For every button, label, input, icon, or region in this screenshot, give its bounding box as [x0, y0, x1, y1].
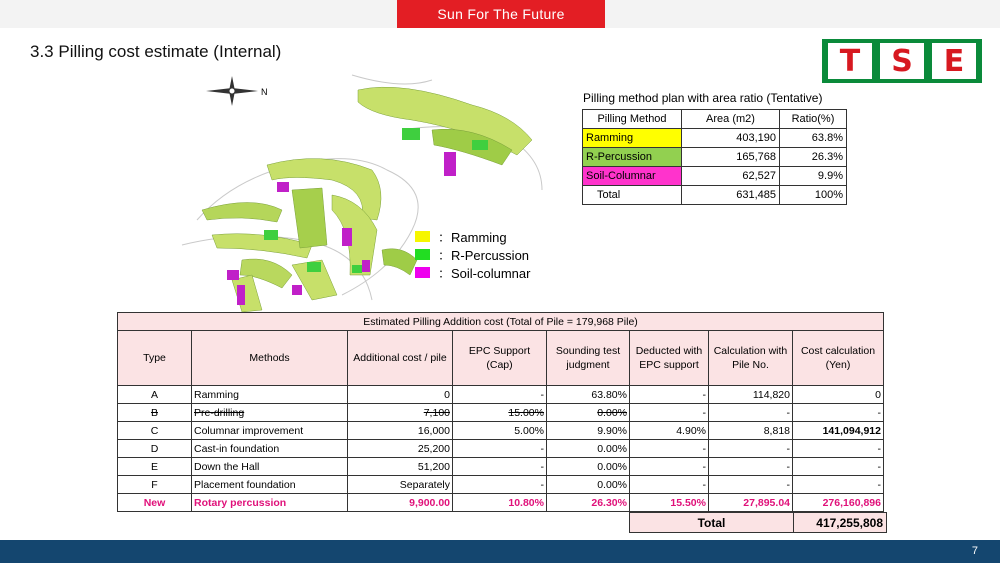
legend-item-ramming [415, 227, 530, 245]
calc-cell: 0 [793, 386, 884, 404]
cost-cell: Separately [348, 476, 453, 494]
plan-total-area: 631,485 [682, 186, 780, 205]
epc-cell: - [453, 458, 547, 476]
plan-area-cell: 62,527 [682, 167, 780, 186]
pileno-cell: - [709, 404, 793, 422]
pileno-cell: 114,820 [709, 386, 793, 404]
cost-row-b [118, 404, 884, 422]
legend-label-r-percussion: ：R-Percussion [438, 247, 530, 263]
legend-label-soil-columnar: ：Soil-columnar [438, 265, 531, 281]
legend-swatch-ramming [415, 231, 430, 242]
cost-row-e [118, 458, 884, 476]
plan-table-header [583, 110, 847, 129]
method-cell: Pre-drilling [192, 404, 348, 422]
plan-area-cell: 165,768 [682, 148, 780, 167]
deducted-cell: - [630, 458, 709, 476]
col-epc-support: EPC Support (Cap) [453, 331, 547, 386]
type-cell: New [118, 494, 192, 512]
plan-method-cell: Ramming [583, 129, 682, 148]
sounding-cell: 0.00% [547, 440, 630, 458]
legend-swatch-soil-columnar [415, 267, 430, 278]
calc-cell: - [793, 440, 884, 458]
slogan-banner: Sun For The Future [397, 0, 605, 28]
cost-table-caption-row [118, 313, 884, 331]
cost-table [117, 312, 884, 512]
type-cell: C [118, 422, 192, 440]
page-number: 7 [971, 545, 978, 557]
type-cell: B [118, 404, 192, 422]
total-value: 417,255,808 [794, 513, 887, 533]
plan-header-method: Pilling Method [583, 110, 682, 129]
calc-cell: - [793, 476, 884, 494]
sounding-cell: 0.00% [547, 404, 630, 422]
method-cell: Placement foundation [192, 476, 348, 494]
cost-cell: 0 [348, 386, 453, 404]
calc-cell: - [793, 404, 884, 422]
cost-row-c [118, 422, 884, 440]
plan-row-soil-columnar [583, 167, 847, 186]
cost-cell: 9,900.00 [348, 494, 453, 512]
epc-cell: 10.80% [453, 494, 547, 512]
plan-row-ramming [583, 129, 847, 148]
cost-table-header [118, 331, 884, 386]
pileno-cell: 8,818 [709, 422, 793, 440]
slide-title: 3.3 Pilling cost estimate (Internal) [30, 42, 282, 61]
plan-table [582, 109, 847, 205]
calc-cell: 276,160,896 [793, 494, 884, 512]
deducted-cell: 4.90% [630, 422, 709, 440]
col-cost-calculation: Cost calculation (Yen) [793, 331, 884, 386]
col-additional-cost: Additional cost / pile [348, 331, 453, 386]
total-table [629, 512, 887, 533]
plan-ratio-cell: 26.3% [780, 148, 847, 167]
legend-item-soil-columnar [415, 263, 530, 281]
plan-method-cell: R-Percussion [583, 148, 682, 167]
total-row [630, 513, 887, 533]
type-cell: E [118, 458, 192, 476]
cost-cell: 25,200 [348, 440, 453, 458]
deducted-cell: - [630, 440, 709, 458]
plan-total-label: Total [583, 186, 682, 205]
plan-row-total [583, 186, 847, 205]
cost-table-caption: Estimated Pilling Addition cost (Total of Pile = 179,968 Pile) [118, 313, 884, 331]
cost-row-new [118, 494, 884, 512]
plan-row-r-percussion [583, 148, 847, 167]
epc-cell: 15.00% [453, 404, 547, 422]
epc-cell: 5.00% [453, 422, 547, 440]
plan-method-cell: Soil-Columnar [583, 167, 682, 186]
legend-swatch-r-percussion [415, 249, 430, 260]
pileno-cell: - [709, 440, 793, 458]
col-deducted: Deducted with EPC support [630, 331, 709, 386]
deducted-cell: 15.50% [630, 494, 709, 512]
deducted-cell: - [630, 386, 709, 404]
plan-header-area: Area (m2) [682, 110, 780, 129]
north-label: N [261, 87, 268, 97]
deducted-cell: - [630, 476, 709, 494]
sounding-cell: 0.00% [547, 458, 630, 476]
method-cell: Ramming [192, 386, 348, 404]
pileno-cell: - [709, 476, 793, 494]
plan-ratio-cell: 63.8% [780, 129, 847, 148]
total-label: Total [630, 513, 794, 533]
logo-letter-s: S [880, 43, 924, 79]
type-cell: D [118, 440, 192, 458]
sounding-cell: 63.80% [547, 386, 630, 404]
col-sounding-test: Sounding test judgment [547, 331, 630, 386]
col-pile-no: Calculation with Pile No. [709, 331, 793, 386]
plan-total-ratio: 100% [780, 186, 847, 205]
sounding-cell: 9.90% [547, 422, 630, 440]
pileno-cell: 27,895.04 [709, 494, 793, 512]
deducted-cell: - [630, 404, 709, 422]
epc-cell: - [453, 440, 547, 458]
calc-cell: - [793, 458, 884, 476]
north-arrow-icon [204, 74, 270, 108]
cost-cell: 51,200 [348, 458, 453, 476]
method-cell: Columnar improvement [192, 422, 348, 440]
logo-letter-e: E [932, 43, 976, 79]
legend-item-r-percussion [415, 245, 530, 263]
map-legend [415, 227, 530, 281]
cost-row-f [118, 476, 884, 494]
legend-label-ramming: ：Ramming [438, 229, 507, 245]
type-cell: F [118, 476, 192, 494]
method-cell: Rotary percussion [192, 494, 348, 512]
method-cell: Cast-in foundation [192, 440, 348, 458]
epc-cell: - [453, 386, 547, 404]
cost-row-a [118, 386, 884, 404]
epc-cell: - [453, 476, 547, 494]
tse-logo [822, 39, 982, 83]
footer-bar [0, 540, 1000, 563]
method-cell: Down the Hall [192, 458, 348, 476]
pileno-cell: - [709, 458, 793, 476]
plan-ratio-cell: 9.9% [780, 167, 847, 186]
plan-table-title: Pilling method plan with area ratio (Tentative) [583, 91, 823, 105]
cost-cell: 7,100 [348, 404, 453, 422]
type-cell: A [118, 386, 192, 404]
col-type: Type [118, 331, 192, 386]
sounding-cell: 26.30% [547, 494, 630, 512]
logo-letter-t: T [828, 43, 872, 79]
calc-cell: 141,094,912 [793, 422, 884, 440]
sounding-cell: 0.00% [547, 476, 630, 494]
plan-area-cell: 403,190 [682, 129, 780, 148]
cost-cell: 16,000 [348, 422, 453, 440]
cost-row-d [118, 440, 884, 458]
col-methods: Methods [192, 331, 348, 386]
plan-header-ratio: Ratio(%) [780, 110, 847, 129]
